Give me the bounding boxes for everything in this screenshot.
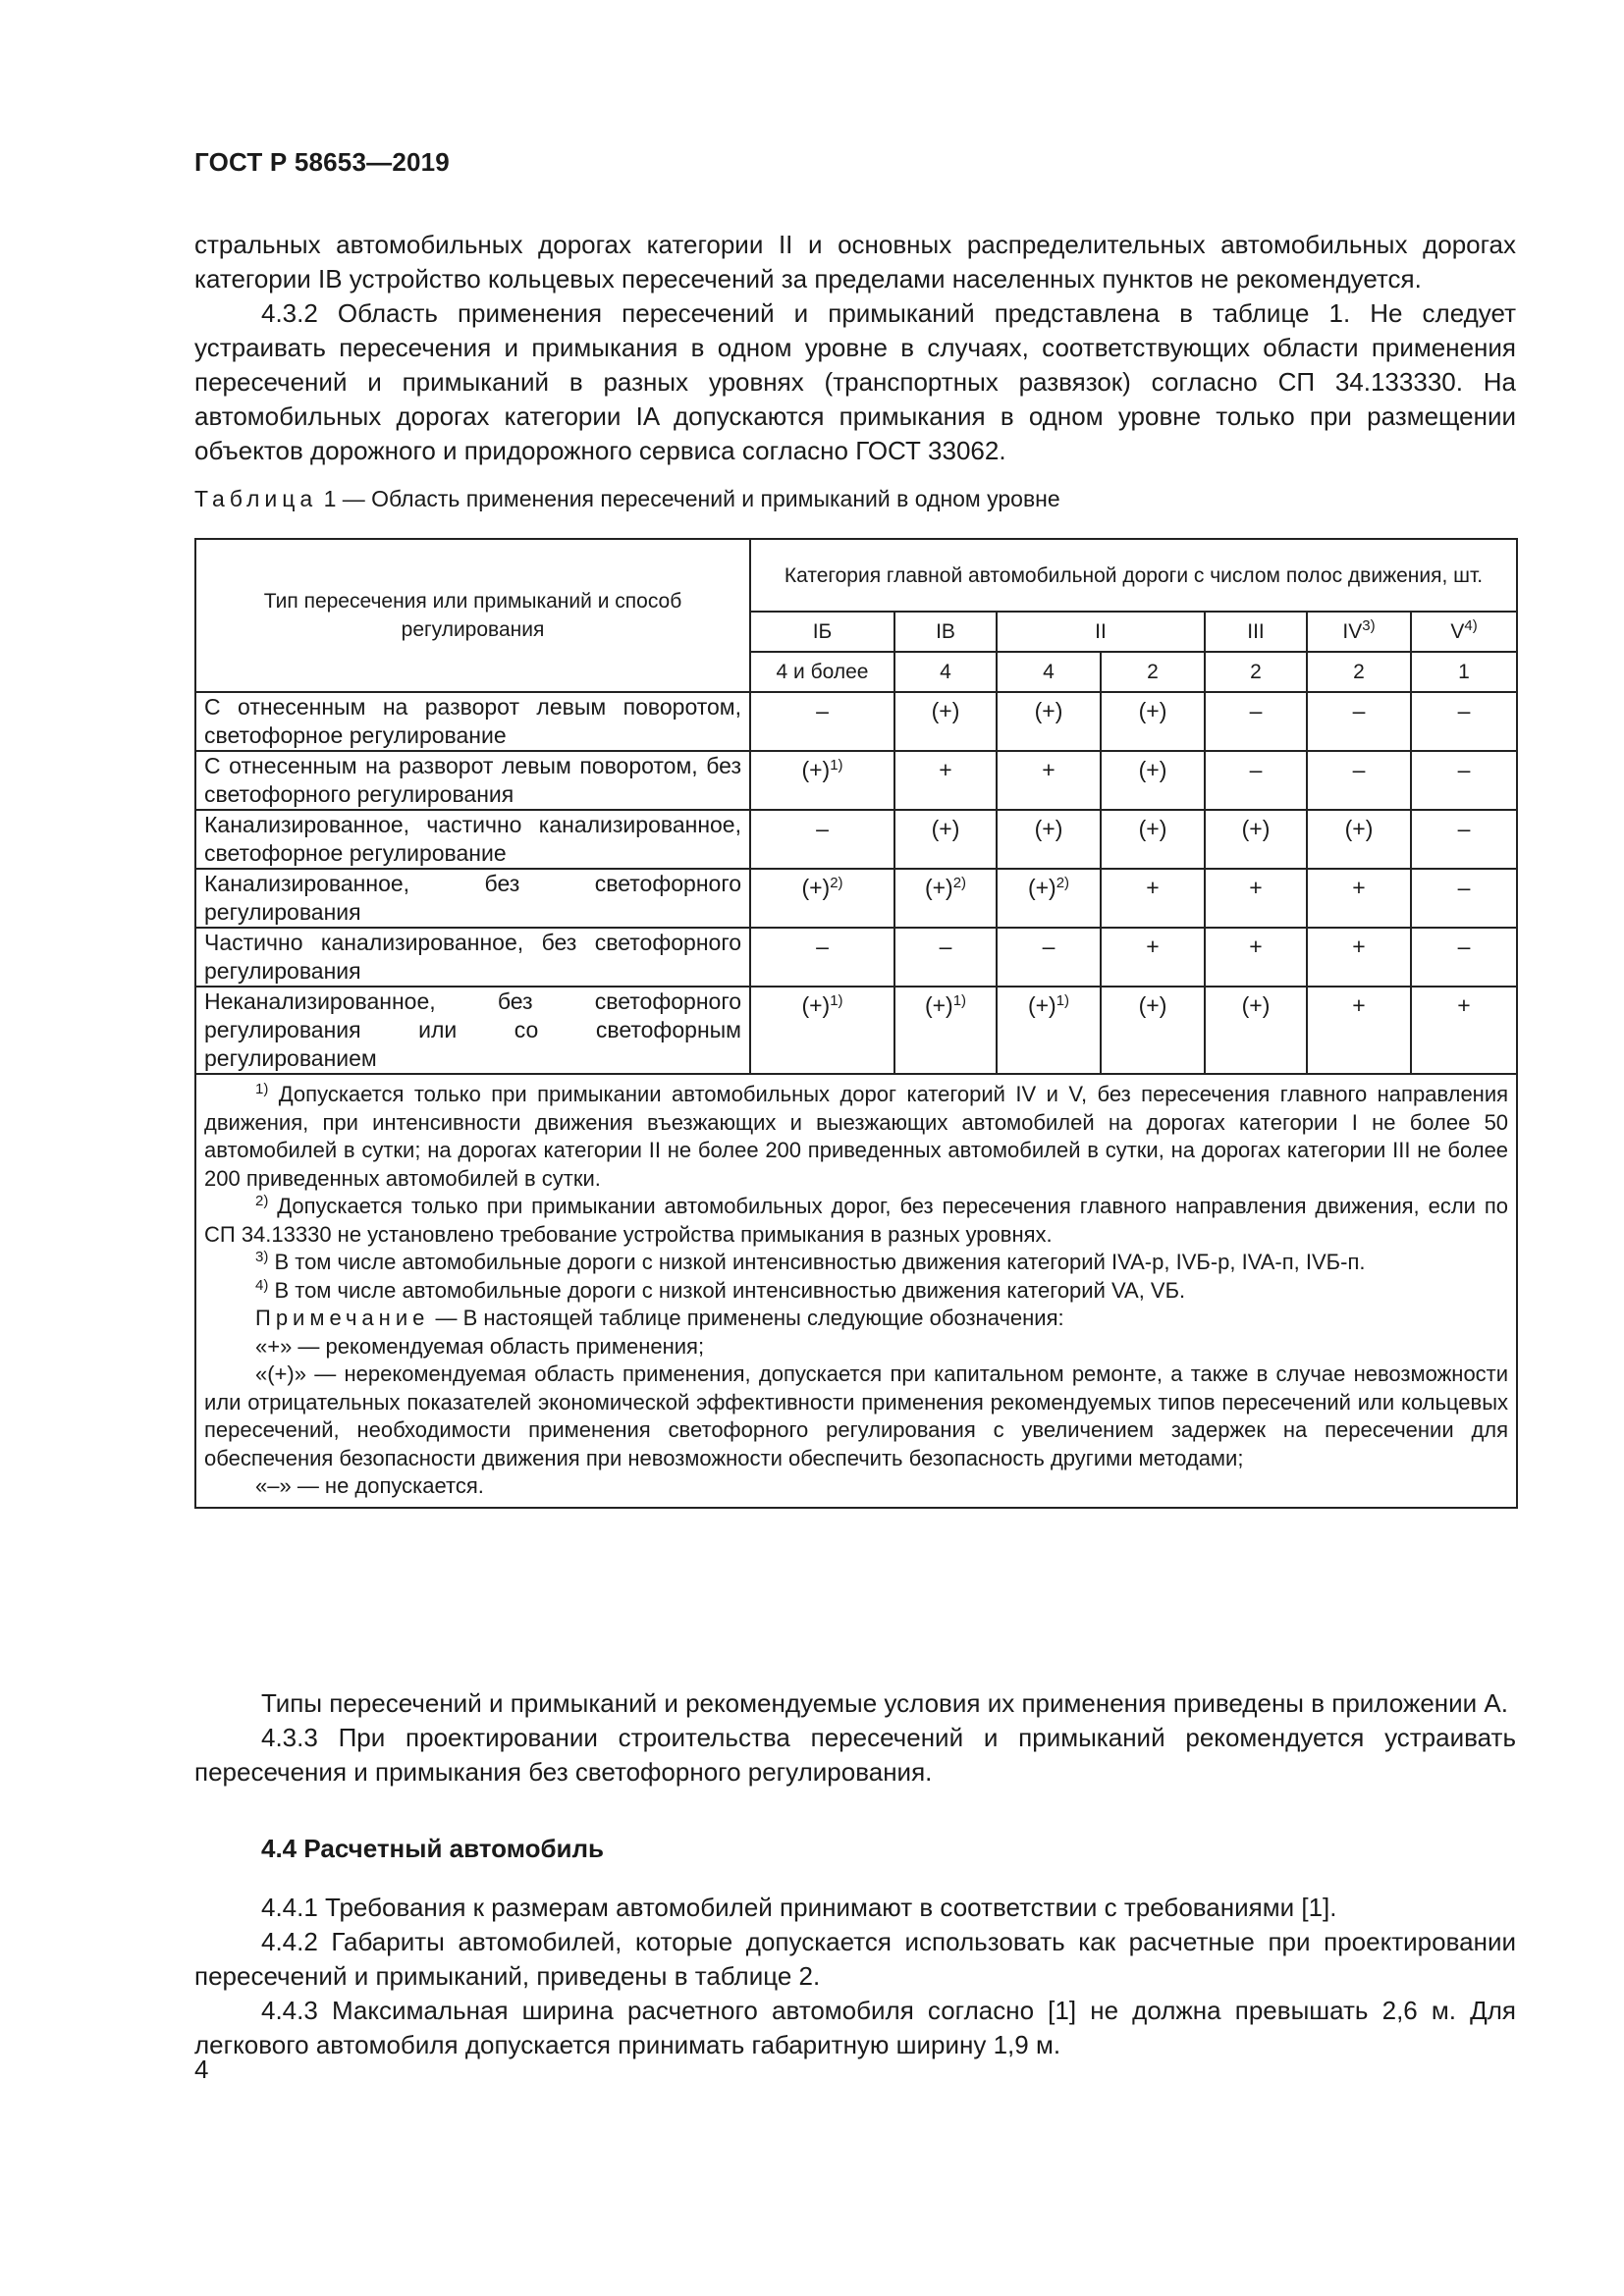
lanes-cell: 4 [894,652,997,692]
paragraph-4-3-2: 4.3.2 Область применения пересечений и примыканий представлена в таблице 1. Не следует устраивать пересечения и примыкания в одном уровне в случаях, соответствующих области применения пересечений и примыканий в разных уровнях (транспортных развязок) согласно СП 34.133330. На автомобильных дорогах категории IA допускаются примыкания в одном уровне только при размещении объектов дорожного и придорожного сервиса согласно ГОСТ 33062. [194,298,1516,465]
table-row [195,928,1517,987]
row-label: Неканализированное, без светофорного регулирования или со светофорным регулированием [195,987,750,1074]
value-cell: $(+)^{1)}$ [750,751,894,810]
legend-minus: «–» — не допускается. [255,1473,484,1498]
value-cell: – [1411,928,1517,987]
value-cell: – [1411,869,1517,928]
legend-plus: «+» — рекомендуемая область применения; [255,1333,705,1359]
category-cell: III [1205,612,1307,652]
value-cell: + [1411,987,1517,1074]
value-cell: (+) [1205,987,1307,1074]
value-cell: – [1307,751,1411,810]
table-1-caption [194,486,1060,512]
value-cell: (+) [1307,810,1411,869]
category-cell: $V^{4)}$ [1411,612,1517,652]
value-cell: (+) [894,692,997,751]
footnote-4: $^{4)}$ В том числе автомобильные дороги с низкой интенсивностью движения категорий VA, VБ. [255,1276,1186,1303]
value-cell: $(+)^{1)}$ [894,987,997,1074]
footnote-3: $^{3)}$ В том числе автомобильные дороги с низкой интенсивностью движения категорий IVA-р, IVБ-р, IVA-п, IVБ-п. [255,1249,1366,1274]
value-cell: – [1411,751,1517,810]
row-label: С отнесенным на разворот левым поворотом, светофорное регулирование [195,692,750,751]
category-cell: IV$^{3)}$ [1307,612,1411,652]
value-cell: – [1411,692,1517,751]
table-header-row [195,539,1517,612]
category-cell: II [997,612,1205,652]
value-cell: $(+)^{1)}$ [750,987,894,1074]
paragraph-4-3-3: 4.3.3 При проектировании строительства пересечений и примыканий рекомендуется устраивать пересечения и примыкания без светофорного регулирования. [194,1723,1516,1787]
table-row [195,869,1517,928]
paragraph-4-4-2: 4.4.2 Габариты автомобилей, которые допускается использовать как расчетные при проектировании пересечений и примыканий, приведены в таблице 2. [194,1927,1516,1991]
table-body [195,692,1517,1074]
value-cell: + [1205,928,1307,987]
value-cell: + [1205,869,1307,928]
value-cell: – [894,928,997,987]
lanes-cell: 1 [1411,652,1517,692]
value-cell: (+) [894,810,997,869]
table-notes-row [195,1074,1517,1508]
category-cell: IБ [750,612,894,652]
lanes-cell: 4 [997,652,1101,692]
legend-plus-paren: «(+)» — нерекомендуемая область применения, допускается при капитальном ремонте, а также в случае невозможности или отрицательных показателей экономической эффективности применения рекомендуемых типов пересечений или кольцевых пересечений, необходимости применения светофорного регулирования с увеличением задержек на пересечении для обеспечения безопасности движения при невозможности обеспечить безопасность другими методами; [204,1362,1509,1470]
table-remark: Примечание — В настоящей таблице применены следующие обозначения: [255,1306,1064,1330]
lanes-cell: 2 [1101,652,1205,692]
paragraph-types-appendix: Типы пересечений и примыканий и рекомендуемые условия их применения приведены в приложении А. [261,1688,1508,1718]
value-cell: (+) [997,810,1101,869]
value-cell: + [1307,869,1411,928]
table-row [195,987,1517,1074]
value-cell: – [1205,751,1307,810]
table-row [195,751,1517,810]
value-cell: + [894,751,997,810]
value-cell: $(+)^{2)}$ [894,869,997,928]
paragraph-4-4-1: 4.4.1 Требования к размерам автомобилей принимают в соответствии с требованиями [1]. [261,1893,1337,1922]
value-cell: + [1307,987,1411,1074]
value-cell: (+) [1101,987,1205,1074]
row-label: С отнесенным на разворот левым поворотом, без светофорного регулирования [195,751,750,810]
table-caption-title: 1 — Область применения пересечений и примыканий в одном уровне [317,486,1060,511]
after-table-text [194,1686,1516,1789]
value-cell: + [997,751,1101,810]
value-cell: – [750,928,894,987]
table-row [195,692,1517,751]
intro-text [194,228,1516,468]
value-cell: (+) [1205,810,1307,869]
row-label: Частично канализированное, без светофорного регулирования [195,928,750,987]
section-4-4-text [194,1891,1516,2062]
header-type-cell: Тип пересечения или примыканий и способ регулирования [195,539,750,692]
lanes-cell: 2 [1307,652,1411,692]
row-label: Канализированное, без светофорного регулирования [195,869,750,928]
value-cell: $(+)^{2)}$ [750,869,894,928]
value-cell: – [1307,692,1411,751]
header-category-cell: Категория главной автомобильной дороги с числом полос движения, шт. [750,539,1517,612]
table-footnotes [195,1074,1517,1508]
value-cell: + [1307,928,1411,987]
lanes-cell: 4 и более [750,652,894,692]
row-label: Канализированное, частично канализированное, светофорное регулирование [195,810,750,869]
value-cell: $(+)^{1)}$ [997,987,1101,1074]
value-cell: – [1411,810,1517,869]
value-cell: – [997,928,1101,987]
value-cell: – [750,810,894,869]
value-cell: + [1101,869,1205,928]
value-cell: (+) [1101,810,1205,869]
section-4-4-title: 4.4 Расчетный автомобиль [261,1834,605,1863]
page-number: 4 [194,2055,209,2084]
lanes-cell: 2 [1205,652,1307,692]
value-cell: – [1205,692,1307,751]
value-cell: – [750,692,894,751]
paragraph-continuation: стральных автомобильных дорогах категории II и основных распределительных автомобильных дорогах категории IB устройство кольцевых пересечений за пределами населенных пунктов не рекомендуется. [194,230,1516,294]
value-cell: (+) [1101,692,1205,751]
paragraph-4-4-3: 4.4.3 Максимальная ширина расчетного автомобиля согласно [1] не должна превышать 2,6 м. Для легкового автомобиля допускается принимать габаритную ширину 1,9 м. [194,1996,1516,2059]
document-code-header: ГОСТ Р 58653—2019 [194,147,450,177]
footnote-2: $^{2)}$ Допускается только при примыкании автомобильных дорог, без пересечения главного направления движения, если по СП 34.13330 не установлено требование устройства примыкания в разных уровнях. [204,1193,1509,1247]
table-1 [194,538,1518,1509]
value-cell: (+) [1101,751,1205,810]
table-row [195,810,1517,869]
value-cell: $(+)^{2)}$ [997,869,1101,928]
footnote-1: $^{1)}$ Допускается только при примыкании автомобильных дорог категорий IV и V, без пересечения главного направления движения, при интенсивности движения въезжающих и выезжающих автомобилей на дорогах категории I не более 50 автомобилей в сутки; на дорогах категории II не более 200 приведенных автомобилей в сутки, на дорогах категории III не более 200 приведенных автомобилей в сутки. [204,1081,1509,1191]
table-caption-prefix: Таблица [194,486,318,511]
value-cell: + [1101,928,1205,987]
category-cell: IB [894,612,997,652]
value-cell: (+) [997,692,1101,751]
